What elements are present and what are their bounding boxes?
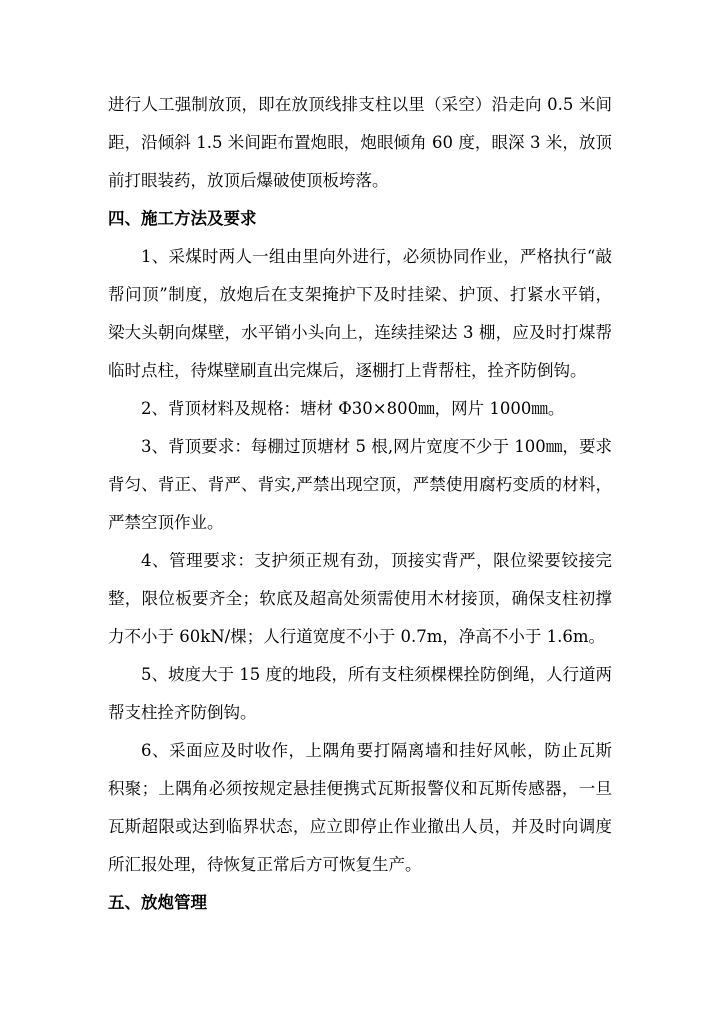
section-heading: 五、放炮管理	[108, 893, 207, 912]
paragraph-line: 整，限位板要齐全；软底及超高处须需使用木材接顶，确保支柱初撑	[108, 589, 612, 608]
paragraph-line: 力不小于 60kN/棵；人行道宽度不小于 0.7m，净高不小于 1.6m。	[108, 627, 605, 646]
paragraph-line: 梁大头朝向煤壁，水平销小头向上，连续挂梁达 3 棚，应及时打煤帮	[108, 323, 612, 342]
paragraph-line: 严禁空顶作业。	[108, 513, 224, 532]
paragraph-line: 2、背顶材料及规格：塘材 Φ30×800㎜，网片 1000㎜。	[141, 399, 565, 418]
paragraph-line: 5、坡度大于 15 度的地段，所有支柱须棵棵拴防倒绳，人行道两	[141, 665, 612, 684]
paragraph-line: 积聚；上隅角必须按规定悬挂便携式瓦斯报警仪和瓦斯传感器，一旦	[108, 779, 612, 798]
paragraph-line: 前打眼装药，放顶后爆破使顶板垮落。	[108, 171, 389, 190]
paragraph-line: 4、管理要求：支护须正规有劲，顶接实背严，限位梁要铰接完	[141, 551, 612, 570]
paragraph-line: 所汇报处理，待恢复正常后方可恢复生产。	[108, 855, 422, 874]
paragraph-line: 进行人工强制放顶，即在放顶线排支柱以里（采空）沿走向 0.5 米间	[108, 95, 612, 114]
paragraph-line: 1、采煤时两人一组由里向外进行，必须协同作业，严格执行“敲	[141, 247, 612, 266]
paragraph-line: 帮问顶”制度，放炮后在支架掩护下及时挂梁、护顶、打紧水平销，	[108, 285, 612, 304]
paragraph-line: 临时点柱，待煤壁刷直出完煤后，逐棚打上背帮柱，拴齐防倒钩。	[108, 361, 587, 380]
paragraph-line: 背匀、背正、背严、背实,严禁出现空顶，严禁使用腐朽变质的材料，	[108, 475, 612, 494]
paragraph-line: 距，沿倾斜 1.5 米间距布置炮眼，炮眼倾角 60 度，眼深 3 米，放顶	[108, 133, 612, 152]
section-heading: 四、施工方法及要求	[108, 209, 257, 228]
paragraph-line: 帮支柱拴齐防倒钩。	[108, 703, 257, 722]
paragraph-line: 6、采面应及时收作，上隅角要打隔离墙和挂好风帐，防止瓦斯	[141, 741, 612, 760]
paragraph-line: 瓦斯超限或达到临界状态，应立即停止作业撤出人员，并及时向调度	[108, 817, 612, 836]
paragraph-line: 3、背顶要求：每棚过顶塘材 5 根,网片宽度不少于 100㎜，要求	[141, 437, 612, 456]
